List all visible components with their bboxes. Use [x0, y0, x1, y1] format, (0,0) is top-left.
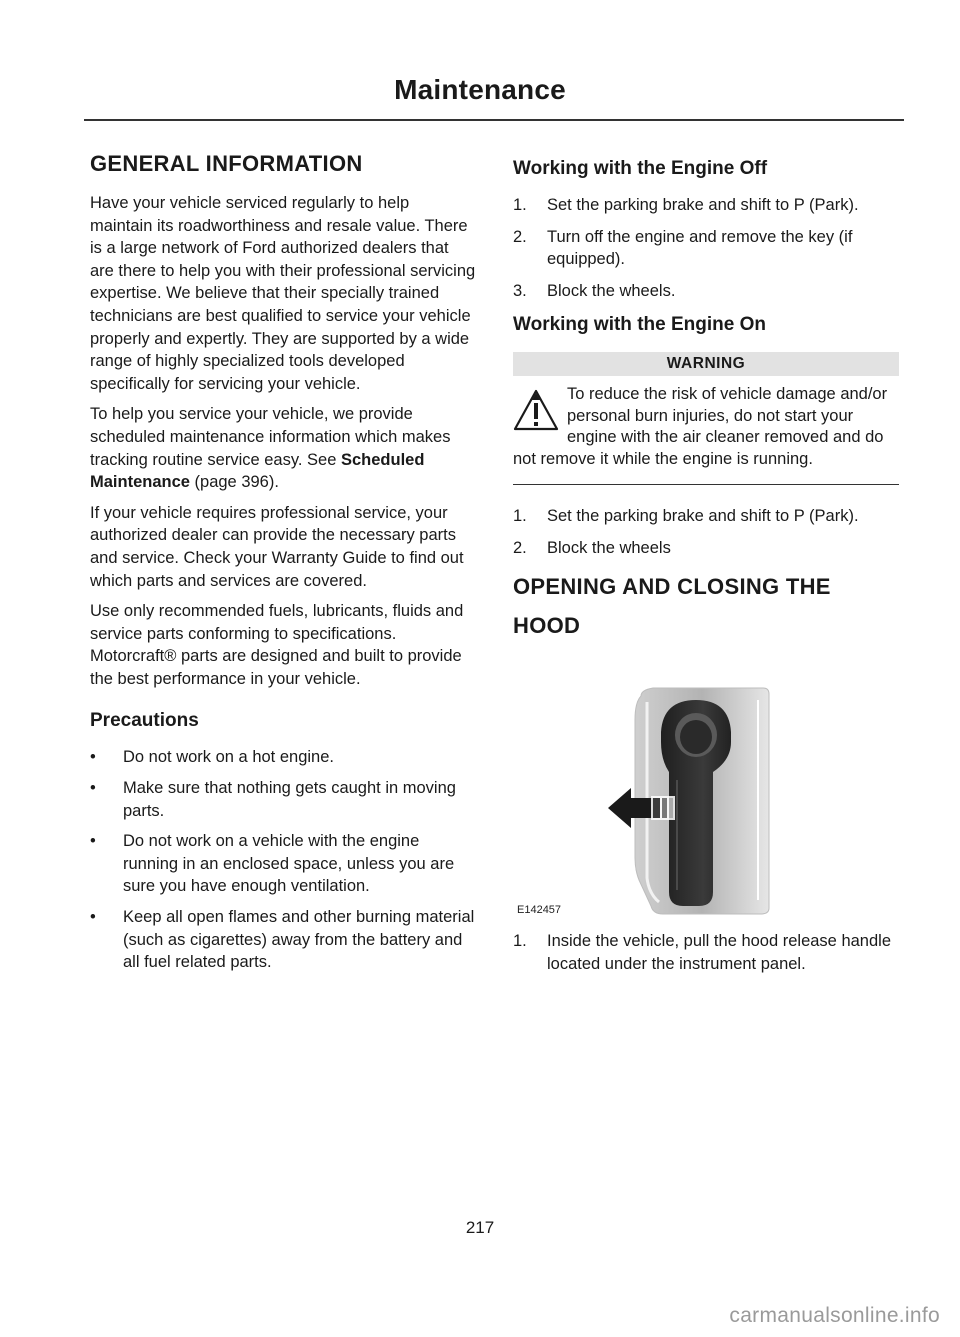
general-information-heading: GENERAL INFORMATION	[90, 151, 363, 176]
engine-off-steps	[513, 194, 899, 302]
left-column	[90, 150, 476, 982]
bullet: •	[90, 832, 96, 851]
right-column	[513, 156, 899, 985]
list-item	[513, 226, 899, 271]
list-item	[513, 930, 899, 975]
list-item	[90, 906, 476, 974]
step-number: 2.	[513, 538, 527, 557]
general-paragraph-3: If your vehicle requires professional service, your authorized dealer can provide the necessary parts and service. Check your Warranty Guide to find out which parts and services are covered.	[90, 503, 464, 590]
step-text: Block the wheels	[547, 538, 671, 557]
hood-release-figure	[513, 680, 899, 916]
list-item-text: Do not work on a vehicle with the engine running in an enclosed space, unless you are sure you have enough ventilation.	[123, 832, 455, 896]
list-item	[90, 746, 476, 769]
step-text: Inside the vehicle, pull the hood release handle located under the instrument panel.	[547, 932, 891, 973]
watermark: carmanualsonline.info	[729, 1304, 940, 1327]
general-p2-page-ref: (page 396).	[189, 473, 279, 492]
step-number: 3.	[513, 281, 527, 300]
hood-heading-line-2: HOOD	[513, 613, 581, 639]
list-item-text: Make sure that nothing gets caught in moving parts.	[123, 779, 456, 820]
step-text: Turn off the engine and remove the key (if equipped).	[547, 227, 853, 269]
hood-heading-line-1: OPENING AND CLOSING THE	[513, 574, 831, 600]
warning-box	[513, 384, 899, 470]
warning-divider	[513, 484, 899, 485]
scheduled-maintenance-link[interactable]: Scheduled Maintenance	[90, 450, 425, 492]
precautions-heading: Precautions	[90, 710, 199, 732]
general-p2-text: To help you service your vehicle, we provide scheduled maintenance information which makes tracking routine service easy. See	[90, 405, 451, 469]
list-item	[90, 830, 476, 898]
step-text: Block the wheels.	[547, 281, 676, 300]
bullet: •	[90, 779, 96, 798]
step-number: 2.	[513, 227, 527, 246]
list-item-text: Do not work on a hot engine.	[123, 748, 334, 767]
general-paragraph-2	[90, 403, 476, 493]
list-item	[513, 537, 899, 560]
figure-code: E142457	[517, 904, 562, 917]
general-paragraph-4: Use only recommended fuels, lubricants, fluids and service parts conforming to specifications. Motorcraft® parts are designed and built to provide the best performance in your vehicle.	[90, 602, 464, 688]
step-number: 1.	[513, 932, 527, 951]
list-item-text: Keep all open flames and other burning material (such as cigarettes) away from the battery and all fuel related parts.	[123, 908, 475, 972]
precautions-list	[90, 746, 476, 973]
step-text: Set the parking brake and shift to P (Park).	[547, 507, 859, 525]
list-item	[513, 505, 899, 528]
list-item	[513, 194, 899, 217]
page-header-title: Maintenance	[394, 74, 566, 105]
hood-release-handle-illustration	[513, 680, 899, 916]
bullet: •	[90, 908, 96, 927]
step-text: Set the parking brake and shift to P (Park).	[547, 196, 859, 214]
hood-steps	[513, 930, 899, 975]
header-divider	[84, 119, 904, 121]
list-item	[90, 777, 476, 822]
engine-on-steps	[513, 505, 899, 559]
warning-triangle-icon	[513, 388, 559, 432]
bullet: •	[90, 748, 96, 767]
step-number: 1.	[513, 507, 527, 525]
step-number: 1.	[513, 196, 527, 214]
warning-text: To reduce the risk of vehicle damage and/or personal burn injuries, do not start your engine with the air cleaner removed and do not remove it while the engine is running.	[513, 385, 888, 468]
list-item	[513, 280, 899, 303]
general-paragraph-1: Have your vehicle serviced regularly to help maintain its roadworthiness and resale value. There is a large network of Ford authorized dealers that are there to help you with their professional servicing expertise. We believe that their specially trained technicians are best qualified to service your vehicle properly and expertly. They are supported by a wide range of highly specialized tools developed specifically for servicing your vehicle.	[90, 194, 476, 393]
engine-on-heading: Working with the Engine On	[513, 314, 766, 336]
page-number: 217	[465, 1218, 495, 1237]
engine-off-heading: Working with the Engine Off	[513, 158, 768, 179]
warning-label: WARNING	[513, 352, 899, 376]
